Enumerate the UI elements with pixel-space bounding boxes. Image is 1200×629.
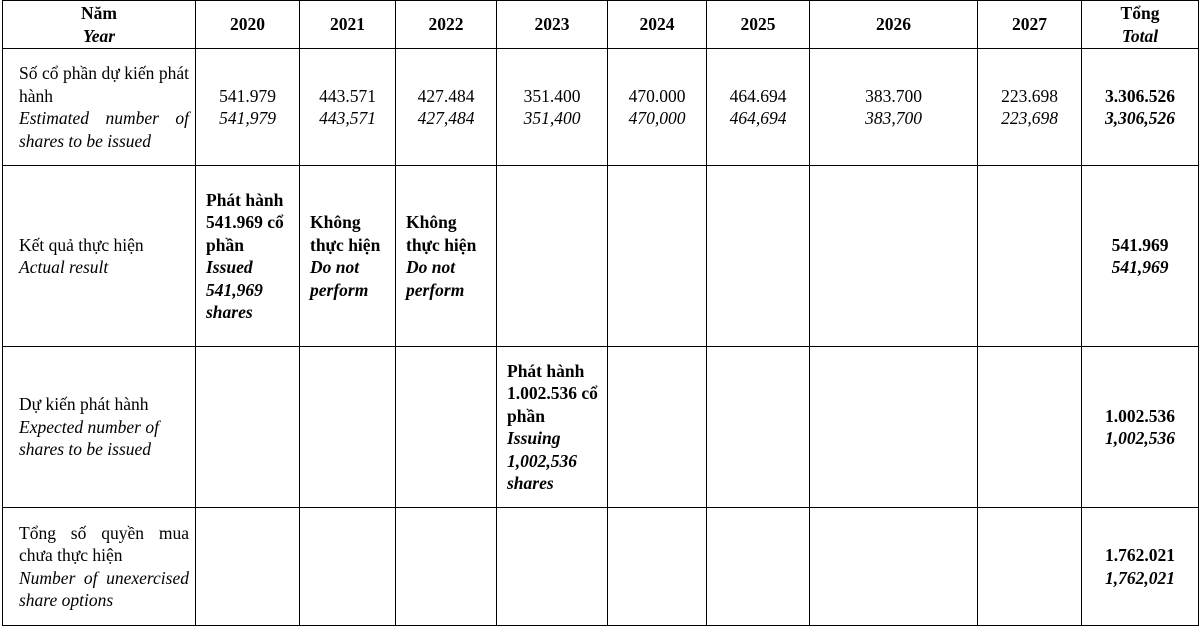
actual-total [1082, 166, 1199, 347]
value-vn: 470.000 [628, 85, 686, 106]
estimated-row [3, 49, 1199, 166]
actual-2020 [196, 166, 300, 347]
year-2023-header: 2023 [497, 1, 608, 49]
unexercised-2026 [810, 508, 978, 626]
expected-2026 [810, 347, 978, 508]
total-vn: 1.002.536 [1105, 405, 1175, 426]
year-2025-header: 2025 [707, 1, 810, 49]
total-header [1082, 1, 1199, 49]
estimated-2021 [300, 49, 396, 166]
unexercised-2022 [396, 508, 497, 626]
total-en: 541,969 [1111, 257, 1169, 277]
actual-2025 [707, 166, 810, 347]
estimated-label-vn: Số cổ phần dự kiến phát hành [19, 63, 189, 106]
note-en: Issuing 1,002,536 shares [507, 428, 577, 493]
header-row [3, 1, 1199, 49]
estimated-2023 [497, 49, 608, 166]
value-vn: 223.698 [1001, 85, 1058, 106]
value-vn: 351.400 [523, 85, 581, 106]
expected-2020 [196, 347, 300, 508]
unexercised-2024 [608, 508, 707, 626]
year-header-vn: Năm [81, 3, 117, 23]
share-issuance-table [2, 0, 1199, 626]
value-vn: 427.484 [417, 85, 475, 106]
unexercised-2025 [707, 508, 810, 626]
unexercised-total [1082, 508, 1199, 626]
total-vn: 541.969 [1111, 234, 1169, 255]
value-en: 427,484 [417, 108, 475, 128]
total-en: 3,306,526 [1105, 108, 1175, 128]
estimated-label-en: Estimated number of shares to be issued [19, 108, 189, 151]
expected-label [3, 347, 196, 508]
actual-2027 [978, 166, 1082, 347]
value-vn: 383.700 [865, 85, 922, 106]
estimated-2024 [608, 49, 707, 166]
note-vn: Phát hành 1.002.536 cổ phần [507, 360, 598, 426]
note-vn: Không thực hiện [406, 212, 477, 255]
expected-2024 [608, 347, 707, 508]
year-2024-header: 2024 [608, 1, 707, 49]
expected-2027 [978, 347, 1082, 508]
year-2020-header: 2020 [196, 1, 300, 49]
year-header-en: Year [82, 25, 116, 46]
value-en: 383,700 [865, 108, 922, 128]
value-en: 351,400 [523, 108, 581, 128]
estimated-2020 [196, 49, 300, 166]
value-vn: 541.979 [219, 85, 276, 106]
year-2026-header: 2026 [810, 1, 978, 49]
expected-2023 [497, 347, 608, 508]
estimated-2025 [707, 49, 810, 166]
note-en: Issued 541,969 shares [206, 257, 263, 322]
value-vn: 443.571 [319, 85, 376, 106]
estimated-2022 [396, 49, 497, 166]
actual-2023 [497, 166, 608, 347]
expected-label-vn: Dự kiến phát hành [19, 394, 149, 415]
value-en: 464,694 [729, 108, 787, 128]
year-2022-header: 2022 [396, 1, 497, 49]
year-header [3, 1, 196, 49]
expected-row [3, 347, 1199, 508]
expected-2025 [707, 347, 810, 508]
note-en: Do not perform [310, 257, 369, 300]
actual-label-en: Actual result [19, 257, 109, 277]
expected-label-en: Expected number of shares to be issued [19, 416, 159, 460]
total-en: 1,762,021 [1105, 567, 1175, 588]
unexercised-2020 [196, 508, 300, 626]
value-vn: 464.694 [729, 85, 787, 106]
value-en: 541,979 [219, 108, 276, 128]
expected-2021 [300, 347, 396, 508]
unexercised-2021 [300, 508, 396, 626]
unexercised-label-vn: Tổng số quyền mua chưa thực hiện [19, 522, 189, 565]
estimated-2027 [978, 49, 1082, 166]
actual-2026 [810, 166, 978, 347]
estimated-label [3, 49, 196, 166]
expected-total [1082, 347, 1199, 508]
total-header-en: Total [1121, 25, 1159, 46]
unexercised-label-en: Number of unexercised share options [19, 567, 189, 610]
actual-row [3, 166, 1199, 347]
year-2027-header: 2027 [978, 1, 1082, 49]
expected-2022 [396, 347, 497, 508]
value-en: 470,000 [628, 108, 686, 128]
unexercised-2023 [497, 508, 608, 626]
actual-label [3, 166, 196, 347]
total-en: 1,002,536 [1105, 428, 1175, 448]
note-en: Do not perform [406, 257, 465, 300]
year-2021-header: 2021 [300, 1, 396, 49]
estimated-total [1082, 49, 1199, 166]
actual-label-vn: Kết quả thực hiện [19, 234, 144, 255]
value-en: 443,571 [319, 108, 376, 128]
unexercised-label [3, 508, 196, 626]
value-en: 223,698 [1001, 108, 1058, 128]
unexercised-2027 [978, 508, 1082, 626]
total-header-vn: Tổng [1120, 3, 1160, 23]
actual-2022 [396, 166, 497, 347]
note-vn: Phát hành 541.969 cổ phần [206, 189, 284, 255]
actual-2021 [300, 166, 396, 347]
unexercised-row [3, 508, 1199, 626]
actual-2024 [608, 166, 707, 347]
total-vn: 1.762.021 [1105, 545, 1175, 565]
note-vn: Không thực hiện [310, 212, 381, 255]
total-vn: 3.306.526 [1105, 85, 1175, 106]
estimated-2026 [810, 49, 978, 166]
